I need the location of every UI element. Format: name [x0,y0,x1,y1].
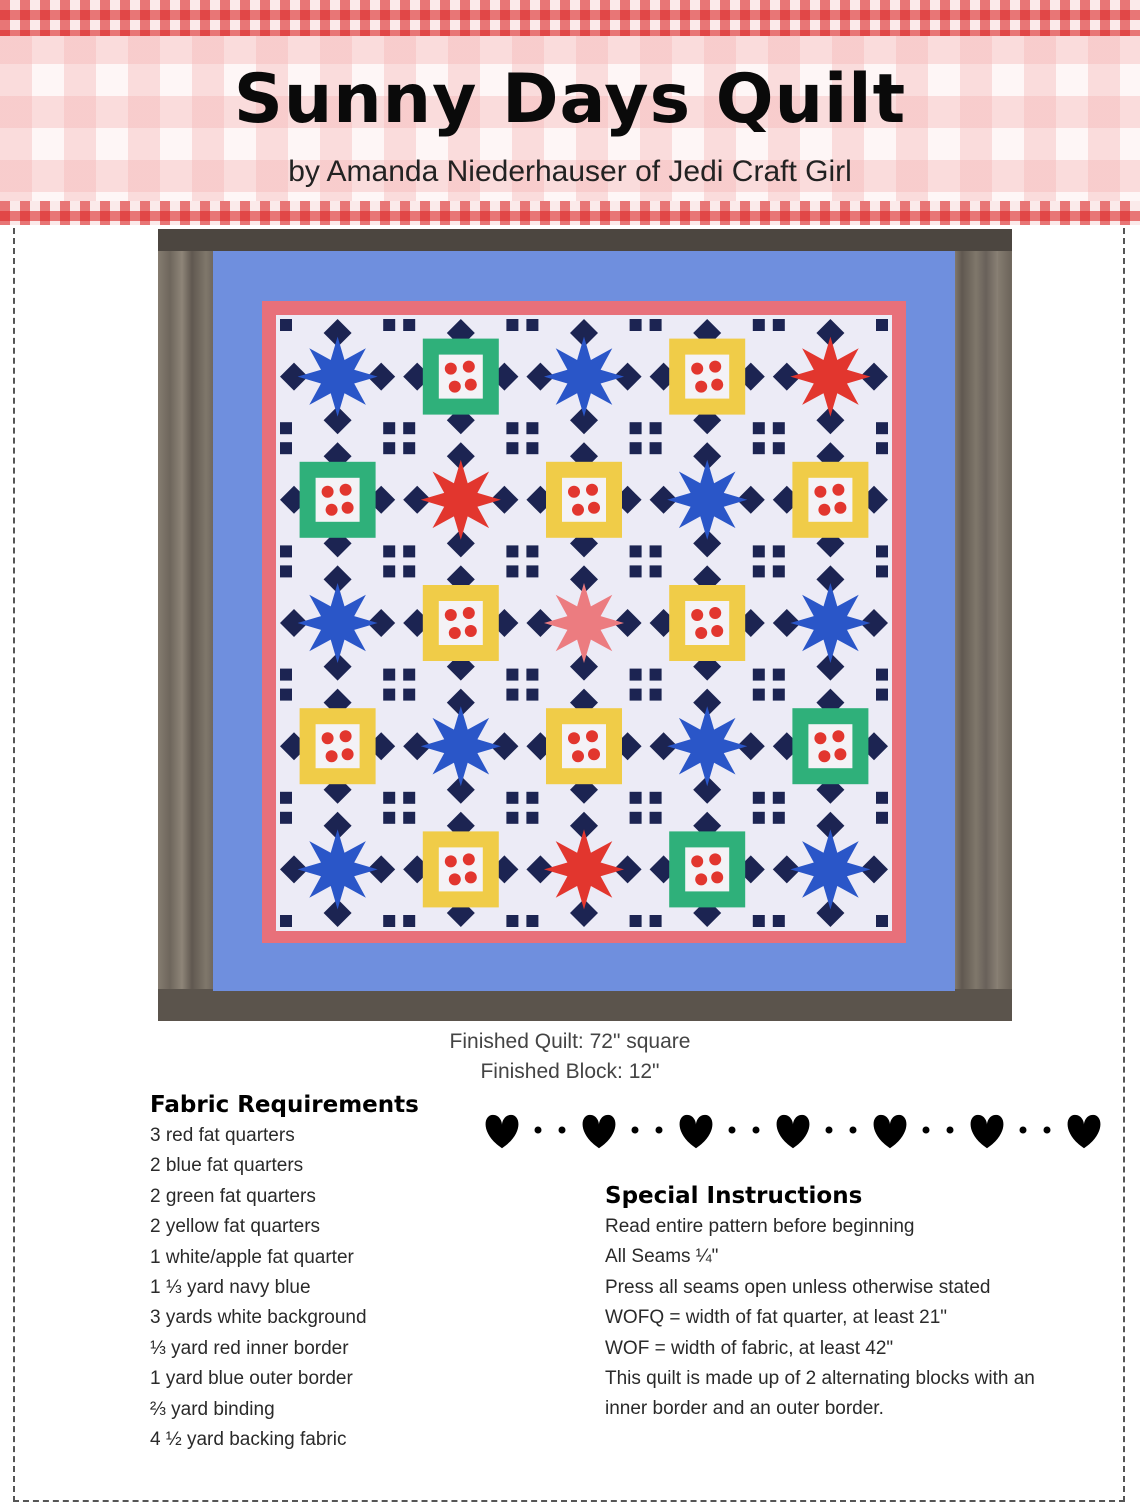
quilt-navy-square [526,915,538,927]
quilt-navy-square [773,915,785,927]
dot-icon [729,1127,736,1134]
quilt-apple-dot [814,486,826,498]
quilt-navy-square [753,669,765,681]
dot-icon [947,1127,954,1134]
list-item: Read entire pattern before beginning [605,1216,915,1237]
quilt-apple-dot [709,853,721,865]
header-banner [0,0,1140,225]
quilt-navy-square [506,669,518,681]
quilt-navy-square [773,792,785,804]
quilt-navy-square [280,689,292,701]
quilt-frame-center [685,847,729,891]
quilt-navy-square [403,565,415,577]
quilt-frame-center [562,724,606,768]
quilt-navy-square [753,812,765,824]
quilt-apple-dot [445,609,457,621]
quilt-star [667,706,747,786]
special-instructions-list [605,1212,1035,1425]
quilt-navy-square [876,669,888,681]
quilt-apple-dot [449,873,461,885]
quilt-navy-square [876,442,888,454]
quilt-navy-square [280,669,292,681]
quilt-star [667,460,747,540]
quilt-apple-dot [326,504,338,516]
quilt-navy-square [773,669,785,681]
list-item: 4 ½ yard backing fabric [150,1428,347,1450]
list-item: 3 yards white background [150,1307,367,1329]
quilt-frame-center [316,478,360,522]
quilt-navy-square [773,545,785,557]
quilt-navy-square [650,319,662,331]
quilt-apple-dot [834,502,846,514]
quilt-apple-dot [691,609,703,621]
list-item: 2 blue fat quarters [150,1155,304,1177]
quilt-navy-square [630,689,642,701]
quilt-frame-center [316,724,360,768]
quilt-navy-square [383,565,395,577]
quilt-navy-square [506,812,518,824]
finished-block-size: Finished Block: 12" [480,1060,660,1083]
quilt-navy-square [403,915,415,927]
quilt-apple-dot [326,750,338,762]
quilt-navy-square [630,545,642,557]
list-item: 3 red fat quarters [150,1125,295,1146]
quilt-star [298,829,378,909]
list-item: ⅓ yard red inner border [150,1337,349,1359]
quilt-navy-square [753,442,765,454]
author-byline: by Amanda Niederhauser of Jedi Craft Girl [288,155,852,188]
quilt-navy-square [526,565,538,577]
list-item: 2 green fat quarters [150,1185,316,1207]
quilt-navy-square [526,812,538,824]
quilt-navy-square [280,442,292,454]
quilt-frame-center [685,601,729,645]
quilt-apple-dot [832,730,844,742]
list-item: 2 yellow fat quarters [150,1216,321,1238]
quilt-navy-square [753,915,765,927]
list-item: 1 ⅓ yard navy blue [150,1276,311,1298]
quilt-star [544,583,624,663]
quilt-apple-dot [695,627,707,639]
quilt-apple-dot [449,627,461,639]
quilt-navy-square [650,565,662,577]
quilt-navy-square [773,565,785,577]
quilt-navy-square [650,812,662,824]
quilt-navy-square [630,319,642,331]
quilt-navy-square [876,915,888,927]
list-item: 1 white/apple fat quarter [150,1246,354,1268]
quilt-navy-square [630,812,642,824]
quilt-apple-dot [463,607,475,619]
quilt-apple-dot [322,732,334,744]
quilt-navy-square [526,792,538,804]
quilt-navy-square [506,565,518,577]
heart-icon [486,1115,519,1148]
page-title: Sunny Days Quilt [233,60,907,139]
quilt-navy-square [650,442,662,454]
quilt-navy-square [630,792,642,804]
quilt-navy-square [650,669,662,681]
quilt-navy-square [280,319,292,331]
quilt-illustration [158,229,1012,1021]
list-item: 1 yard blue outer border [150,1368,353,1390]
quilt-navy-square [403,792,415,804]
quilt-apple-dot [463,361,475,373]
quilt-apple-dot [834,748,846,760]
quilt-navy-square [630,915,642,927]
quilt-navy-square [526,689,538,701]
list-item: WOFQ = width of fat quarter, at least 21" [605,1307,948,1329]
quilt-apple-dot [586,484,598,496]
dot-icon [1044,1127,1051,1134]
quilt-navy-square [526,422,538,434]
quilt-apple-dot [711,871,723,883]
list-item: All Seams ¼" [605,1246,719,1268]
quilt-apple-dot [342,748,354,760]
quilt-star [790,583,870,663]
quilt-navy-square [650,422,662,434]
quilt-apple-dot [814,732,826,744]
quilt-star [790,829,870,909]
quilt-navy-square [280,812,292,824]
quilt-navy-square [650,792,662,804]
quilt-navy-square [280,915,292,927]
quilt-apple-dot [711,379,723,391]
quilt-navy-square [753,565,765,577]
quilt-apple-dot [709,607,721,619]
quilt-navy-square [630,565,642,577]
quilt-frame-center [808,724,852,768]
quilt-apple-dot [568,486,580,498]
fabric-requirements-heading: Fabric Requirements [150,1092,419,1118]
heart-dot-divider-icon [480,1108,1110,1156]
quilt-apple-dot [709,361,721,373]
quilt-navy-square [773,812,785,824]
quilt-navy-square [403,422,415,434]
quilt-navy-square [753,545,765,557]
quilt-navy-square [876,422,888,434]
list-item: This quilt is made up of 2 alternating blocks with an [605,1367,1035,1389]
quilt-frame-center [439,355,483,399]
quilt-apple-dot [568,732,580,744]
quilt-navy-square [383,422,395,434]
quilt-navy-square [630,442,642,454]
dot-icon [923,1127,930,1134]
quilt-apple-dot [463,853,475,865]
quilt-navy-square [403,319,415,331]
quilt-navy-square [280,545,292,557]
quilt-frame-center [439,847,483,891]
quilt-navy-square [506,792,518,804]
dot-icon [535,1127,542,1134]
quilt-navy-square [876,792,888,804]
quilt-navy-square [506,915,518,927]
dot-icon [559,1127,566,1134]
quilt-navy-square [403,689,415,701]
dot-icon [1020,1127,1027,1134]
dot-icon [656,1127,663,1134]
quilt-navy-square [650,915,662,927]
quilt-navy-square [403,545,415,557]
quilt-navy-square [753,689,765,701]
quilt-navy-square [403,442,415,454]
dot-icon [850,1127,857,1134]
quilt-navy-square [753,422,765,434]
quilt-navy-square [630,669,642,681]
quilt-apple-dot [586,730,598,742]
heart-icon [680,1115,713,1148]
quilt-apple-dot [832,484,844,496]
quilt-navy-square [280,422,292,434]
quilt-navy-square [876,545,888,557]
quilt-star [544,829,624,909]
quilt-navy-square [876,565,888,577]
quilt-star [544,337,624,417]
quilt-apple-dot [818,504,830,516]
quilt-apple-dot [465,871,477,883]
quilt-navy-square [506,545,518,557]
list-item: ⅔ yard binding [150,1398,275,1420]
quilt-frame-center [685,355,729,399]
quilt-navy-square [383,792,395,804]
quilt-frame-center [562,478,606,522]
quilt-star [298,583,378,663]
quilt-apple-dot [445,363,457,375]
quilt-apple-dot [340,484,352,496]
quilt-navy-square [650,689,662,701]
quilt-navy-square [383,319,395,331]
quilt-navy-square [630,422,642,434]
quilt-navy-square [876,689,888,701]
quilt-apple-dot [588,502,600,514]
quilt-navy-square [876,812,888,824]
quilt-navy-square [753,319,765,331]
quilt-apple-dot [572,750,584,762]
quilt-star [421,706,501,786]
quilt-navy-square [383,812,395,824]
quilt-frame-center [439,601,483,645]
list-item: Press all seams open unless otherwise stated [605,1276,991,1298]
quilt-apple-dot [695,873,707,885]
heart-icon [971,1115,1004,1148]
quilt-navy-square [650,545,662,557]
quilt-star [421,460,501,540]
quilt-navy-square [383,669,395,681]
quilt-navy-square [773,442,785,454]
fabric-requirements-list [150,1121,367,1455]
quilt-navy-square [526,669,538,681]
quilt-navy-square [526,545,538,557]
dot-icon [753,1127,760,1134]
gingham-band-bottom [0,201,1140,225]
finished-quilt-size: Finished Quilt: 72" square [449,1030,691,1053]
quilt-navy-square [753,792,765,804]
quilt-apple-dot [465,625,477,637]
quilt-frame-center [808,478,852,522]
quilt-navy-square [383,545,395,557]
quilt-photo [158,229,1012,1021]
quilt-apple-dot [449,381,461,393]
quilt-star [298,337,378,417]
quilt-apple-dot [691,363,703,375]
quilt-apple-dot [342,502,354,514]
quilt-apple-dot [322,486,334,498]
special-instructions-heading: Special Instructions [605,1183,863,1209]
quilt-navy-square [773,422,785,434]
quilt-navy-square [383,915,395,927]
heart-icon [1068,1115,1101,1148]
heart-icon [583,1115,616,1148]
quilt-star [790,337,870,417]
quilt-navy-square [876,319,888,331]
quilt-navy-square [383,689,395,701]
quilt-navy-square [506,689,518,701]
quilt-navy-square [280,792,292,804]
quilt-navy-square [383,442,395,454]
quilt-navy-square [403,669,415,681]
quilt-apple-dot [445,855,457,867]
dot-icon [632,1127,639,1134]
quilt-navy-square [280,565,292,577]
dot-icon [826,1127,833,1134]
gingham-band-top [0,0,1140,36]
quilt-navy-square [773,319,785,331]
quilt-navy-square [526,442,538,454]
list-item: WOF = width of fabric, at least 42" [605,1337,894,1359]
quilt-navy-square [403,812,415,824]
quilt-apple-dot [711,625,723,637]
quilt-apple-dot [818,750,830,762]
quilt-navy-square [506,442,518,454]
list-item: inner border and an outer border. [605,1398,884,1420]
quilt-apple-dot [588,748,600,760]
heart-icon [874,1115,907,1148]
quilt-apple-dot [691,855,703,867]
quilt-navy-square [526,319,538,331]
heart-icon [777,1115,810,1148]
quilt-apple-dot [695,381,707,393]
quilt-apple-dot [572,504,584,516]
quilt-apple-dot [340,730,352,742]
quilt-navy-square [506,319,518,331]
quilt-apple-dot [465,379,477,391]
quilt-navy-square [773,689,785,701]
quilt-navy-square [506,422,518,434]
